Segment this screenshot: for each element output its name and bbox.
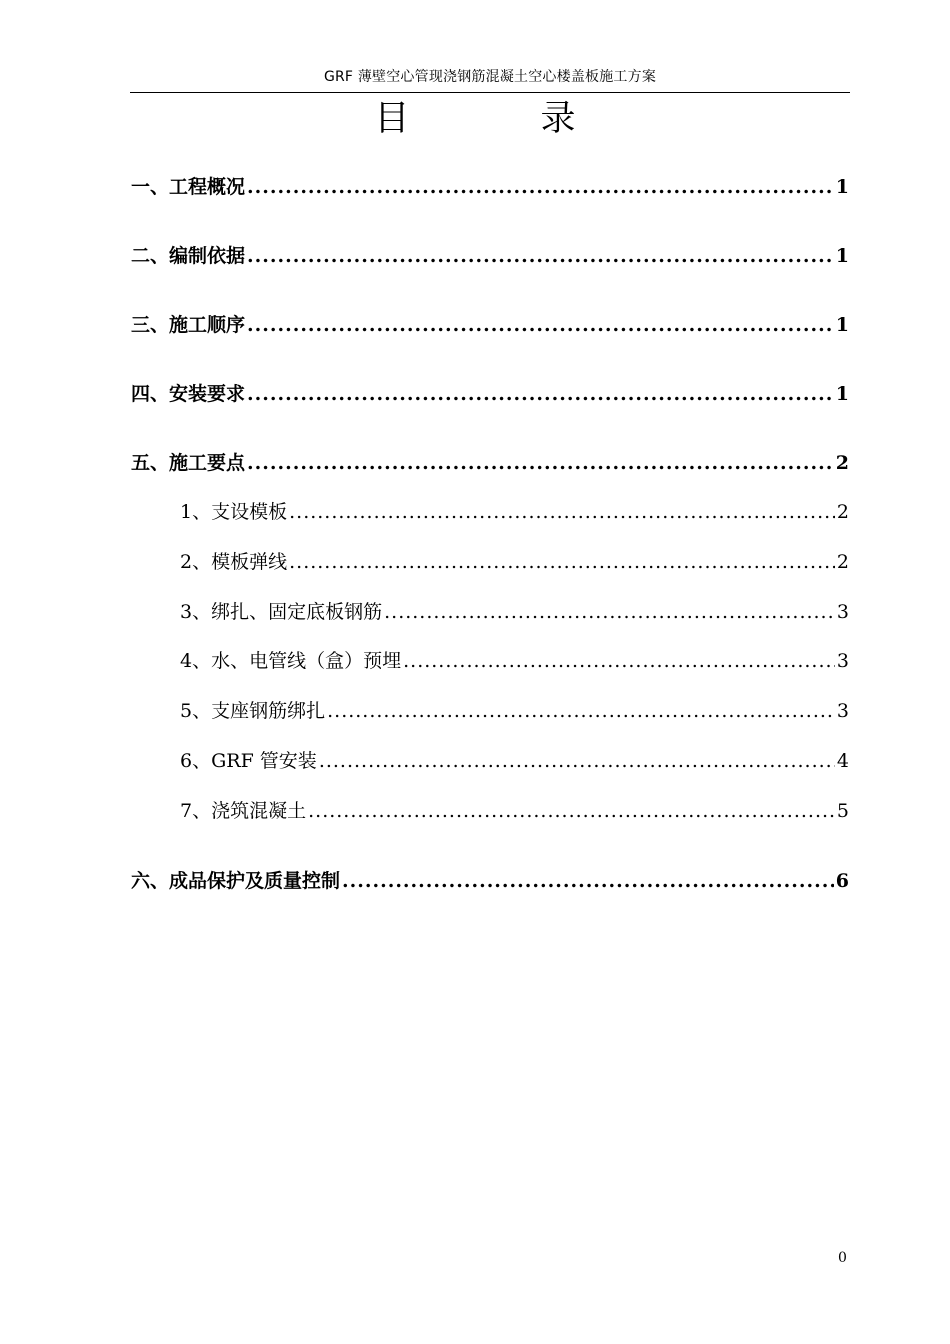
toc-dot-leader — [247, 312, 834, 338]
toc-subentry-number: 6、 — [180, 750, 212, 772]
toc-entry-page: 1 — [835, 383, 849, 405]
toc-subentry-3[interactable] — [180, 599, 849, 625]
page-number: 0 — [838, 1250, 847, 1266]
toc-entry-2[interactable] — [131, 243, 849, 269]
toc-entry-label: 一、工程概况 — [131, 176, 246, 198]
toc-dot-leader — [247, 174, 834, 200]
toc-subentry-1[interactable] — [180, 499, 849, 525]
toc-entry-label: 三、施工顺序 — [131, 314, 246, 336]
toc-subentry-label: 水、电管线（盒）预埋 — [211, 650, 402, 672]
toc-subentry-number: 7、 — [180, 800, 212, 822]
toc-entry-page: 1 — [835, 245, 849, 267]
toc-subentry-number: 1、 — [180, 501, 212, 523]
toc-dot-leader — [342, 868, 834, 894]
toc-subentry-4[interactable] — [180, 648, 849, 674]
toc-entry-1[interactable] — [131, 174, 849, 200]
toc-subentry-page: 2 — [836, 551, 849, 573]
toc-entry-3[interactable] — [131, 312, 849, 338]
toc-entry-page: 1 — [835, 314, 849, 336]
toc-dot-leader — [289, 549, 835, 575]
toc-entry-5[interactable] — [131, 450, 849, 476]
toc-entry-page: 2 — [835, 452, 849, 474]
toc-subentry-label: 支设模板 — [211, 501, 288, 523]
toc-subentry-label: 浇筑混凝土 — [211, 800, 307, 822]
toc-entry-page: 6 — [835, 870, 849, 892]
toc-subentry-page: 3 — [836, 650, 849, 672]
toc-entry-label: 二、编制依据 — [131, 245, 246, 267]
toc-subentry-label: GRF 管安装 — [211, 750, 317, 772]
toc-entry-label: 五、施工要点 — [131, 452, 246, 474]
toc-subentry-page: 3 — [836, 700, 849, 722]
toc-subentry-page: 5 — [836, 800, 849, 822]
toc-subentry-page: 2 — [836, 501, 849, 523]
toc-entry-6[interactable] — [131, 868, 849, 894]
toc-dot-leader — [384, 599, 835, 625]
toc-entry-label: 四、安装要求 — [131, 383, 246, 405]
toc-entry-4[interactable] — [131, 381, 849, 407]
toc-subentry-number: 4、 — [180, 650, 212, 672]
toc-subentry-label: 支座钢筋绑扎 — [211, 700, 326, 722]
toc-dot-leader — [327, 698, 835, 724]
toc-dot-leader — [403, 648, 835, 674]
toc-dot-leader — [247, 243, 834, 269]
toc-subentry-number: 3、 — [180, 601, 212, 623]
toc-dot-leader — [308, 798, 835, 824]
header-text: GRF 薄壁空心管现浇钢筋混凝土空心楼盖板施工方案 — [323, 69, 657, 85]
toc-subentry-page: 4 — [836, 750, 849, 772]
toc-dot-leader — [319, 748, 835, 774]
page-header — [130, 66, 850, 93]
toc-subentry-2[interactable] — [180, 549, 849, 575]
toc-subentry-label: 模板弹线 — [211, 551, 288, 573]
toc-subentry-page: 3 — [836, 601, 849, 623]
toc-subentry-number: 2、 — [180, 551, 212, 573]
toc-dot-leader — [247, 450, 834, 476]
toc-entry-page: 1 — [835, 176, 849, 198]
toc-subentry-5[interactable] — [180, 698, 849, 724]
toc-subentry-7[interactable] — [180, 798, 849, 824]
toc-dot-leader — [289, 499, 835, 525]
toc-subentry-number: 5、 — [180, 700, 212, 722]
toc-entry-label: 六、成品保护及质量控制 — [131, 870, 341, 892]
toc-subentry-label: 绑扎、固定底板钢筋 — [211, 601, 383, 623]
toc-dot-leader — [247, 381, 834, 407]
toc-subentry-6[interactable] — [180, 748, 849, 774]
toc-title: 目 录 — [374, 99, 636, 139]
